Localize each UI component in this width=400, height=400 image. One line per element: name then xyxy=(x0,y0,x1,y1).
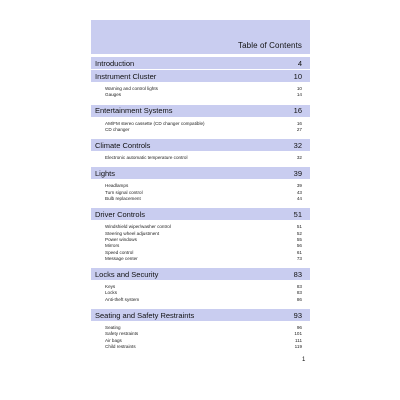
toc-section xyxy=(91,56,310,69)
entry-page: 96 xyxy=(296,325,302,331)
section-page: 93 xyxy=(293,310,302,320)
section-title: Locks and Security xyxy=(95,269,159,279)
entry-page: 83 xyxy=(296,284,302,290)
toc-entry[interactable] xyxy=(105,344,302,350)
section-page: 4 xyxy=(297,58,302,68)
section-title: Climate Controls xyxy=(95,140,151,150)
entry-page: 14 xyxy=(296,92,302,98)
entry-label: Headlamps xyxy=(105,183,129,189)
section-header[interactable] xyxy=(91,138,310,151)
entry-label: Turn signal control xyxy=(105,189,143,195)
entry-label: Mirrors xyxy=(105,243,120,249)
entry-label: Message center xyxy=(105,255,138,261)
entry-page: 51 xyxy=(296,224,302,230)
page-number: 1 xyxy=(302,357,306,363)
section-page: 51 xyxy=(293,209,302,219)
entry-page: 55 xyxy=(296,236,302,242)
entry-page: 101 xyxy=(294,331,302,337)
entry-page: 52 xyxy=(296,230,302,236)
section-header[interactable] xyxy=(91,267,310,280)
toc-section xyxy=(91,308,310,355)
entry-list xyxy=(91,179,310,207)
entry-page: 27 xyxy=(296,126,302,132)
toc-title: Table of Contents xyxy=(238,41,302,50)
section-page: 83 xyxy=(293,269,302,279)
section-page: 32 xyxy=(293,140,302,150)
entry-label: Electronic automatic temperature control xyxy=(105,155,188,161)
entry-label: Bulb replacement xyxy=(105,196,141,202)
section-page: 39 xyxy=(293,168,302,178)
entry-page: 32 xyxy=(296,155,302,161)
entry-label: Warning and control lights xyxy=(105,86,158,91)
entry-list xyxy=(91,321,310,355)
toc-entry[interactable] xyxy=(105,196,302,202)
section-header[interactable] xyxy=(91,308,310,321)
entry-list xyxy=(91,280,310,308)
entry-page: 43 xyxy=(296,189,302,195)
toc-section xyxy=(91,267,310,308)
toc-entry[interactable] xyxy=(105,92,302,98)
toc-section xyxy=(91,207,310,267)
entry-page: 86 xyxy=(296,296,302,302)
entry-label: Anti-theft system xyxy=(105,296,140,302)
section-title: Seating and Safety Restraints xyxy=(95,310,195,320)
entry-label: Windshield wiper/washer control xyxy=(105,224,171,230)
section-page: 16 xyxy=(293,106,302,116)
entry-label: Speed control xyxy=(105,249,134,255)
entry-page: 39 xyxy=(296,183,302,189)
entry-page: 119 xyxy=(294,343,302,349)
entry-page: 44 xyxy=(296,196,302,202)
entry-label: Keys xyxy=(105,284,116,290)
entry-page: 111 xyxy=(295,337,302,343)
entry-list xyxy=(91,82,310,104)
title-band xyxy=(91,20,310,54)
toc-section xyxy=(91,166,310,207)
entry-label: Air bags xyxy=(105,337,122,343)
section-header[interactable] xyxy=(91,166,310,179)
entry-page: 83 xyxy=(296,290,302,296)
section-title: Instrument Cluster xyxy=(95,71,157,81)
entry-label: Seating xyxy=(105,325,121,331)
entry-list xyxy=(91,220,310,267)
toc-section xyxy=(91,104,310,139)
entry-list xyxy=(91,117,310,139)
toc-entry[interactable] xyxy=(105,297,302,303)
toc-entry[interactable] xyxy=(105,155,302,161)
toc-sections xyxy=(91,56,310,355)
section-title: Driver Controls xyxy=(95,209,146,219)
toc-section xyxy=(91,69,310,104)
entry-label: Steering wheel adjustment xyxy=(105,230,160,236)
entry-label: CD changer xyxy=(105,126,130,132)
entry-label: Power windows xyxy=(105,236,137,242)
section-header[interactable] xyxy=(91,104,310,117)
entry-label: Child restraints xyxy=(105,343,136,349)
entry-page: 61 xyxy=(296,249,302,255)
entry-page: 56 xyxy=(296,243,302,249)
section-title: Entertainment Systems xyxy=(95,106,173,116)
section-title: Introduction xyxy=(95,58,135,68)
toc-entry[interactable] xyxy=(105,256,302,262)
entry-page: 16 xyxy=(296,120,302,126)
toc-section xyxy=(91,138,310,166)
entry-page: 10 xyxy=(296,86,302,91)
section-header[interactable] xyxy=(91,207,310,220)
entry-label: Locks xyxy=(105,290,118,296)
toc-entry[interactable] xyxy=(105,127,302,133)
toc-page xyxy=(91,20,310,355)
entry-label: Gauges xyxy=(105,92,122,98)
section-header[interactable] xyxy=(91,56,310,69)
entry-list xyxy=(91,151,310,166)
section-header[interactable] xyxy=(91,69,310,82)
section-title: Lights xyxy=(95,168,116,178)
entry-label: AM/FM stereo cassette (CD changer compatible) xyxy=(105,120,205,126)
entry-page: 73 xyxy=(296,255,302,261)
entry-label: Safety restraints xyxy=(105,331,139,337)
section-page: 10 xyxy=(293,71,302,81)
